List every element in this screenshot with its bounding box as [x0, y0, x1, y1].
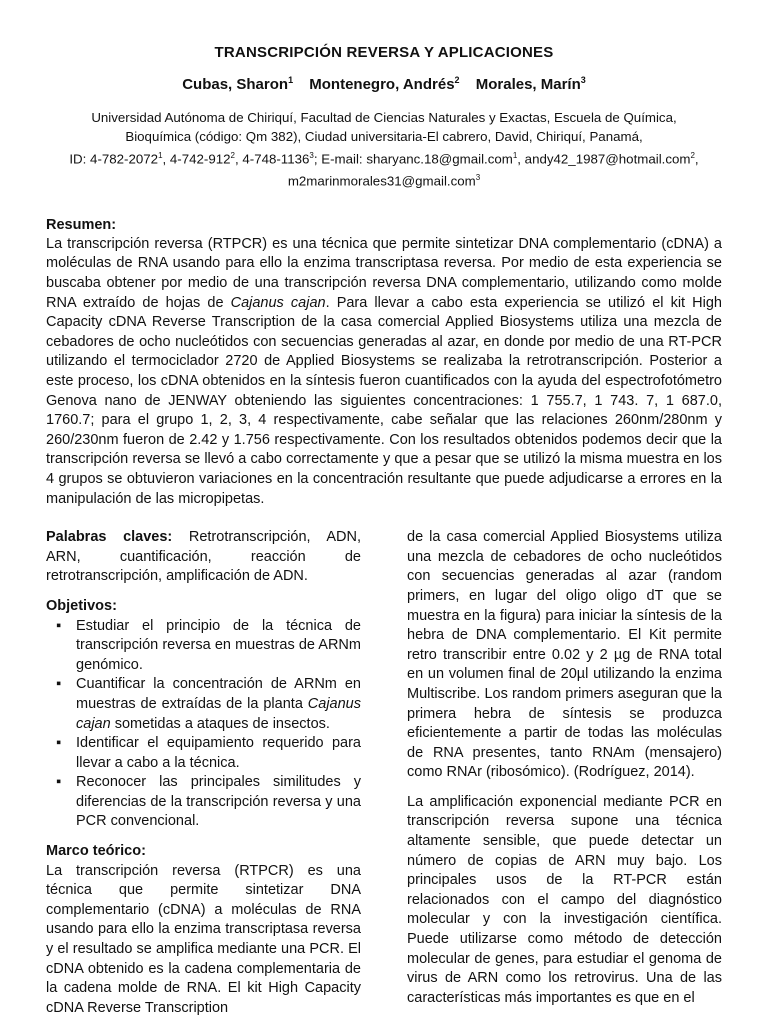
left-column — [46, 528, 361, 1018]
affiliation-line-4: m2marinmorales31@gmail.com$^3$ — [287, 173, 481, 189]
author-line — [46, 75, 722, 93]
author-3: Morales, Marín$^3$ — [475, 75, 586, 93]
author-2: Montenegro, Andrés$^2$ — [309, 75, 460, 93]
objectives-list — [46, 617, 361, 833]
objective-item: ▪ Estudiar el principio de la técnica de transcripción reversa en muestras de ARNm genómico. — [46, 617, 361, 676]
right-paragraph-2: La amplificación exponencial mediante PCR en transcripción reversa supone una técnica altamente sensible, que puede detectar un número de copias de ARN muy bajo. Los principales usos de la RT-PCR están relacionados con el campo del diagnóstico molecular y con la investigación científica. Puede utilizarse como método de detección molecular de genes, para estudiar el genoma de virus de ARN como los retrovirus. Una de las características más importantes es que en el — [407, 793, 722, 1006]
theory-heading: Marco teórico: — [46, 843, 146, 860]
affiliation — [46, 108, 722, 191]
author-1: Cubas, Sharon$^1$ — [182, 75, 294, 93]
objectives-heading: Objetivos: — [46, 597, 117, 614]
abstract-text: La transcripción reversa (RTPCR) es una técnica que permite sintetizar DNA complementario (cDNA) a moléculas de RNA usando para ello la enzima transcriptasa reversa. Por medio de esta experiencia se buscaba obtener por medio de una transcripción reversa DNA complementario, utilizando como molde RNA extraído de hojas de Cajanus cajan. Para llevar a cabo esta experiencia se utilizó el kit High Capacity cDNA Reverse Transcription de la casa comercial Applied Biosystems utiliza una mezcla de cebadores de ocho nucleótidos con secuencias generadas al azar, en donde por medio de una RT-PCR utilizando el termociclador 2720 de Applied Biosystems se realizaba la retrotranscripción. Posterior a este proceso, los cDNA obtenidos en la síntesis fueron cuantificados con la ayuda del espectrofotómetro Genova nano de JENWAY obteniendo las siguientes concentraciones: 1 755.7, 1 743. 7, 1 687.0, 1760.7; para el grupo 1, 2, 3, 4 respectivamente, cabe señalar que las relaciones 260nm/280nm y 260/230nm fueron de 2.42 y 1.756 respectivamente. Con los resultados obtenidos podemos decir que la transcripción reversa se llevó a cabo correctamente y que a pesar que se utilizó la misma muestra en los 4 grupos se obtuvieron variaciones en la concentración resultante que puede adjudicarse a errores en la manipulación de las micropipetas. — [46, 235, 722, 507]
affiliation-line-3: ID: 4-782-2072$^1$, $4-742-912^2$, 4-748-1136$^3$; E-mail: sharyanc.18@gmail.com$^1$, andy42_1987@hotmail.com$^2$, — [69, 151, 699, 167]
affiliation-line-2: Bioquímica (código: Qm 382), Ciudad universitaria-El cabrero, David, Chiriquí, Panamá, — [125, 129, 643, 144]
objective-item: ▪ Reconocer las principales similitudes y diferencias de la transcripción reversa y una PCR convencional. — [46, 773, 361, 832]
keywords-text: Retrotranscripción, ADN, ARN, cuantificación, reacción de retrotranscripción, amplificación de ADN. — [46, 529, 361, 585]
right-paragraph-1: de la casa comercial Applied Biosystems utiliza una mezcla de cebadores de ocho nucleótidos con secuencias generadas al azar (random primers, en lugar del oligo oligo dT que se muestra en la figura) para iniciar la síntesis de la hebra de DNA complementario. El Kit permite retro transcribir entre 0.02 y 2 µg de RNA total en un volumen final de 20µl utilizando la enzima Multiscribe. Los random primers aseguran que la primera hebra de síntesis se produzca eficientemente a partir de todas las moléculas de RNA presentes, tanto RNAm (mensajero) como RNAr (ribosómico). (Rodríguez, 2014). — [407, 529, 722, 781]
keywords — [46, 528, 361, 587]
objective-item: ▪ Cuantificar la concentración de ARNm en muestras de extraídas de la planta Cajanus cajan sometidas a ataques de insectos. — [46, 675, 361, 734]
abstract-heading: Resumen: — [46, 216, 117, 233]
affiliation-line-1: Universidad Autónoma de Chiriquí, Facultad de Ciencias Naturales y Exactas, Escuela de Química, — [91, 110, 677, 125]
theory-text: La transcripción reversa (RTPCR) es una técnica que permite sintetizar DNA complementario (cDNA) a moléculas de RNA usando para ello la enzima transcriptasa reversa y el resultado se amplifica mediante una PCR. El cDNA obtenido es la cadena complementaria de la cadena molde de RNA. El kit High Capacity cDNA Reverse Transcription — [46, 862, 361, 1016]
right-column — [407, 528, 722, 1018]
objective-item: ▪ Identificar el equipamiento requerido para llevar a cabo a la técnica. — [46, 734, 361, 773]
paper-title: TRANSCRIPCIÓN REVERSA Y APLICACIONES — [214, 44, 554, 61]
keywords-label: Palabras claves: — [46, 529, 173, 546]
two-column-body — [46, 528, 722, 1018]
